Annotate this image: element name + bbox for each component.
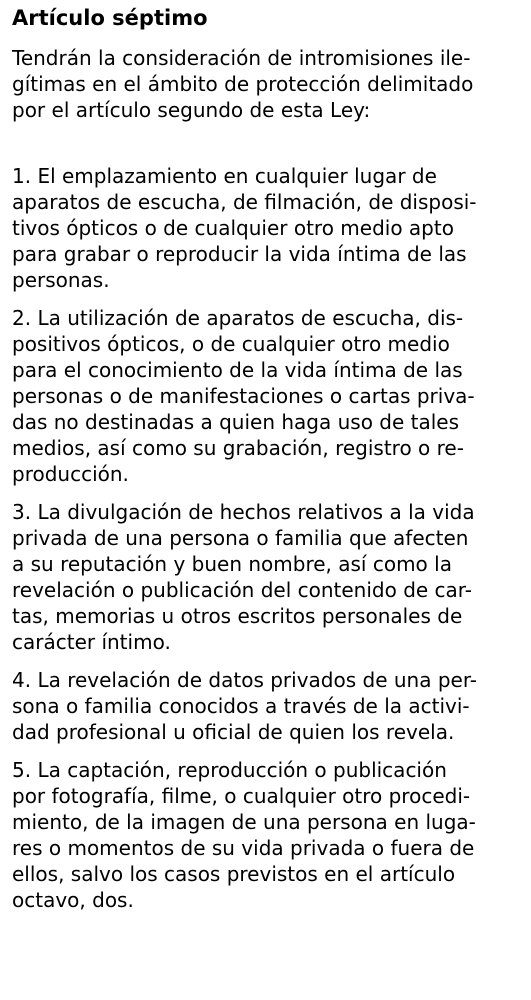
article-item-4: 4. La revelación de datos privados de una per- sona o familia conocidos a través de la activi- dad profesional u oficial de quien los revela. <box>12 668 477 744</box>
article-item-1: 1. El emplazamiento en cualquier lugar de aparatos de escucha, de filmación, de disposi- tivos ópticos o de cualquier otro medio apto para grabar o reproducir la vida íntima de las personas. <box>12 164 477 292</box>
article-intro: Tendrán la consideración de intromisiones ile- gítimas en el ámbito de protección delimitado por el artículo segundo de esta Ley: <box>12 46 474 122</box>
article-item-3: 3. La divulgación de hechos relativos a la vida privada de una persona o familia que afecten a su reputación y buen nombre, así como la revelación o publicación del contenido de car- tas, memorias u otros escritos personales de carácter íntimo. <box>12 500 475 654</box>
article-item-5: 5. La captación, reproducción o publicación por fotografía, filme, o cualquier otro procedi- miento, de la imagen de una persona en luga- res o momentos de su vida privada o fuera de ellos, salvo los casos previstos en el artículo octavo, dos. <box>12 758 476 912</box>
article-item-2: 2. La utilización de aparatos de escucha, dis- positivos ópticos, o de cualquier otro medio para el conocimiento de la vida íntima de las personas o de manifestaciones o cartas priva- das no destinadas a quien haga uso de tales medios, así como su grabación, registro o re- producción. <box>12 306 475 486</box>
article-title: Artículo séptimo <box>12 6 208 30</box>
